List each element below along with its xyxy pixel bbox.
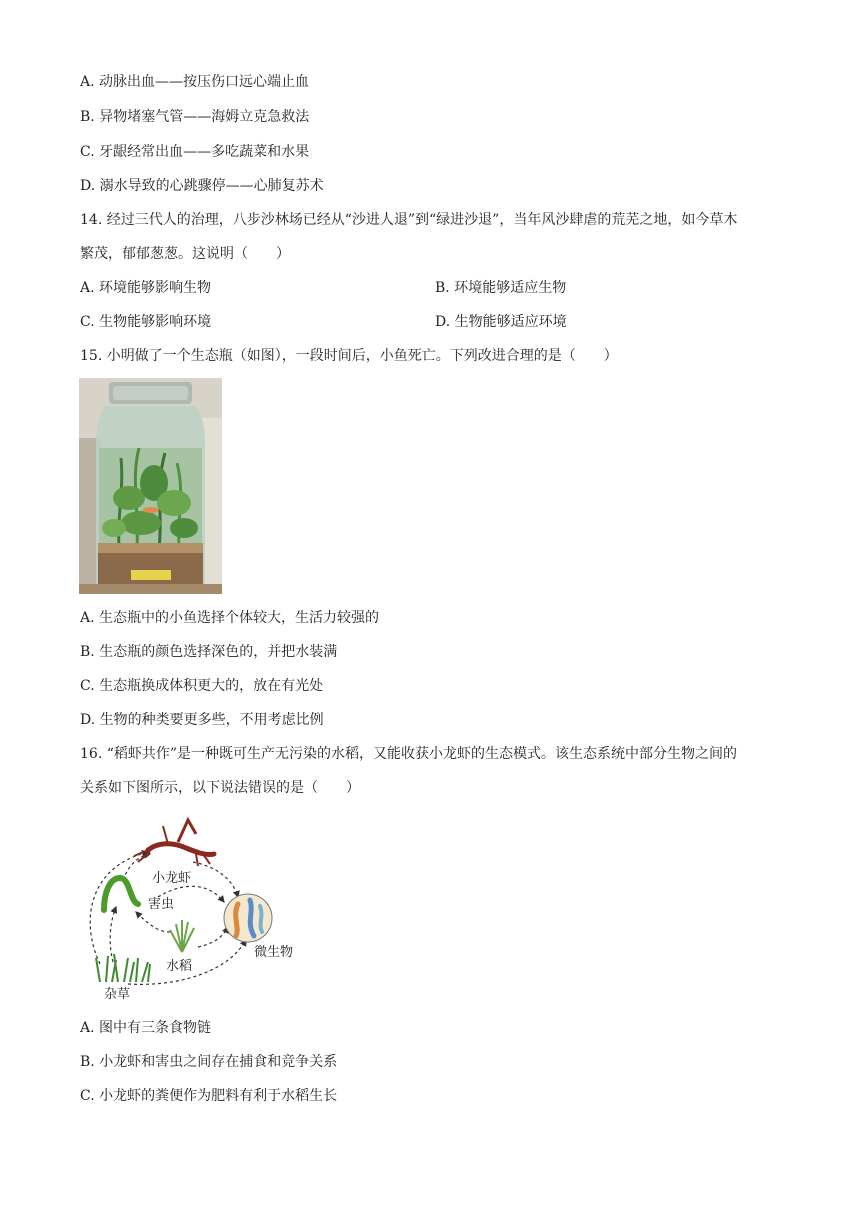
q16-stem-line2: 关系如下图所示，以下说法错误的是（ ） <box>80 780 360 796</box>
arrow-rice-to-microbes <box>198 927 228 947</box>
crayfish-icon <box>134 820 214 866</box>
arrow-crayfish-to-microbes <box>193 862 238 897</box>
q13-option-c: C. 牙龈经常出血——多吃蔬菜和水果 <box>80 144 310 160</box>
arrow-pest-to-crayfish <box>123 854 150 880</box>
arrow-weeds-to-pest <box>110 907 116 962</box>
label-pest: 害虫 <box>148 897 175 912</box>
q14-option-c: C. 生物能够影响环境 <box>80 314 212 330</box>
label-rice: 水稻 <box>166 959 193 974</box>
q16-option-c: C. 小龙虾的粪便作为肥料有利于水稻生长 <box>80 1088 338 1104</box>
q16-stem-line1: 16. “稻虾共作”是一种既可生产无污染的水稻，又能收获小龙虾的生态模式。该生态系统中部分生物之间的 <box>80 746 738 762</box>
arrow-weeds-to-crayfish <box>90 852 148 964</box>
q15-option-d: D. 生物的种类要更多些，不用考虑比例 <box>80 712 324 728</box>
q16-option-a: A. 图中有三条食物链 <box>80 1020 212 1036</box>
q14-option-d: D. 生物能够适应环境 <box>435 314 567 330</box>
q14-option-b: B. 环境能够适应生物 <box>435 280 567 296</box>
microbes-icon <box>224 894 272 942</box>
label-crayfish: 小龙虾 <box>152 871 192 886</box>
q16-option-b: B. 小龙虾和害虫之间存在捕食和竞争关系 <box>80 1054 338 1070</box>
q13-option-d: D. 溺水导致的心跳骤停——心肺复苏术 <box>80 178 324 194</box>
q14-option-a: A. 环境能够影响生物 <box>80 280 212 296</box>
q14-stem-line1: 14. 经过三代人的治理，八步沙林场已经从“沙进人退”到“绿进沙退”，当年风沙肆虐的荒芜之地，如今草木 <box>80 212 738 228</box>
q15-option-c: C. 生态瓶换成体积更大的，放在有光处 <box>80 678 324 694</box>
label-microbes: 微生物 <box>254 945 294 960</box>
q15-option-b: B. 生态瓶的颜色选择深色的，并把水装满 <box>80 644 338 660</box>
ecobottle-photo <box>79 378 222 594</box>
pest-icon <box>104 878 138 910</box>
label-weeds: 杂草 <box>104 987 131 1002</box>
food-web-diagram <box>78 812 310 1002</box>
q15-stem: 15. 小明做了一个生态瓶（如图），一段时间后，小鱼死亡。下列改进合理的是（ ） <box>80 348 618 364</box>
q15-option-a: A. 生态瓶中的小鱼选择个体较大，生活力较强的 <box>80 610 380 626</box>
q13-option-a: A. 动脉出血——按压伤口远心端止血 <box>80 74 310 90</box>
arrow-rice-to-pest <box>136 912 170 932</box>
q13-option-b: B. 异物堵塞气管——海姆立克急救法 <box>80 109 310 125</box>
weeds-icon <box>96 954 150 982</box>
rice-icon <box>170 920 194 952</box>
q14-stem-line2: 繁茂，郁郁葱葱。这说明（ ） <box>80 246 290 262</box>
